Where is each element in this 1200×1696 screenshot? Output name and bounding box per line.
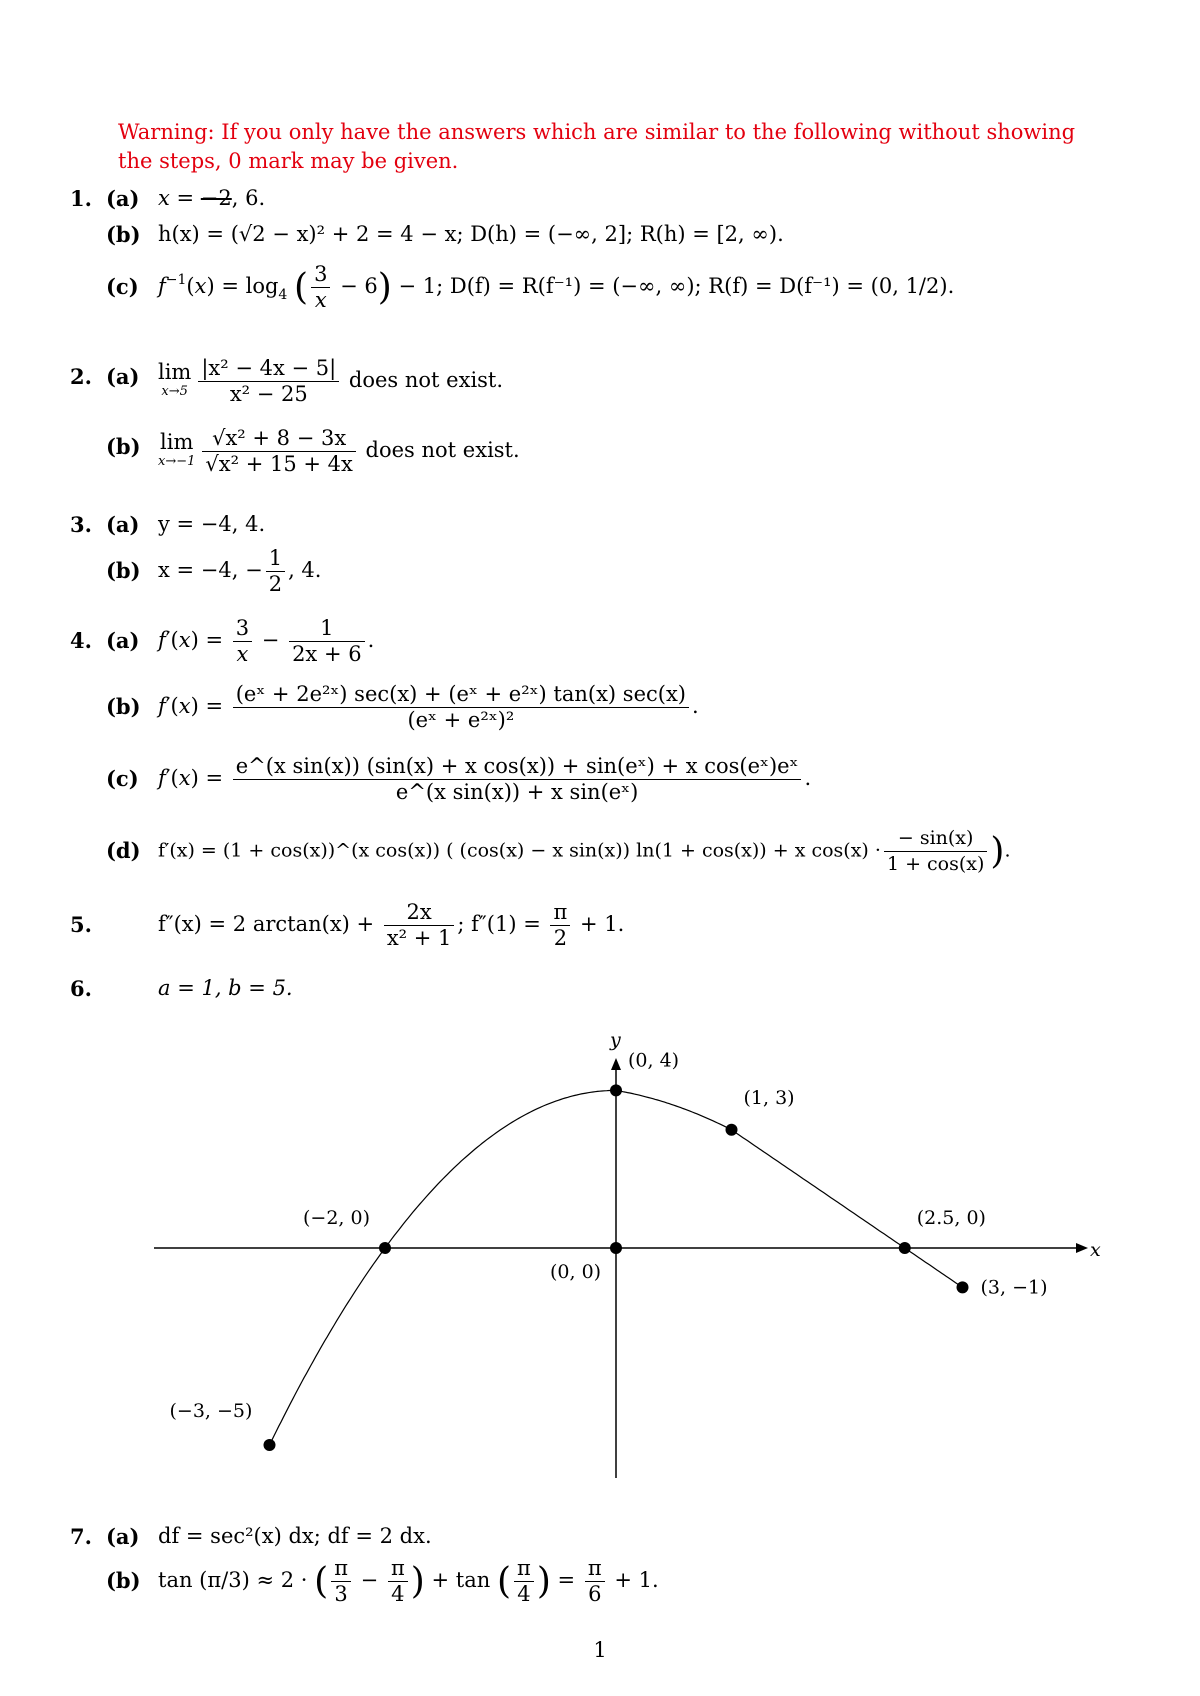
q4-number: 4.: [70, 628, 92, 653]
q4-d-answer: f′(x) = (1 + cos(x))^(x cos(x)) ( (cos(x) − x sin(x)) ln(1 + cos(x)) + x cos(x) · $\frac{- \sin(x)}{1 + \cos(x)}$ ).: [158, 827, 1011, 875]
q7-b-label: (b): [106, 1568, 141, 1593]
q5-number: 5.: [70, 912, 92, 937]
graph-point-5: [899, 1242, 911, 1254]
q5-d1: x² + 1: [384, 925, 455, 951]
graph-points: [170, 1049, 1048, 1451]
q4-a-n2: 1: [320, 616, 334, 640]
q1-c-label: (c): [106, 274, 139, 299]
graph-point-6: [957, 1281, 969, 1293]
y-axis-arrow-icon: [611, 1058, 621, 1070]
q2-a-den: x² − 25: [198, 381, 339, 407]
q2-a-lim-under: x→5: [161, 383, 188, 399]
q2-a-rest: does not exist.: [348, 368, 504, 392]
graph-point-label-0: (−3, −5): [169, 1400, 253, 1422]
q2-a-lim: lim: [158, 359, 192, 384]
q4-c-answer: f′(x) = $\frac{\text{e\textasciicircum{}(x sin(x)) (sin(x) + x cos(x)) + sin(eˣ) + x cos(eˣ)eˣ}}{\text{e\textasciicircum{}(x sin(x)) + x sin(eˣ)}}$ .: [158, 754, 812, 804]
y-axis-label: y: [610, 1029, 621, 1051]
q3-b-den: 2: [266, 571, 285, 597]
q4-a-answer: f′(x) = $\frac{3}{x}$ − $\frac{1}{2x + 6}$ .: [158, 616, 375, 666]
graph-point-label-5: (2.5, 0): [916, 1207, 986, 1229]
graph-point-label-2: (0, 0): [550, 1261, 602, 1283]
q7-b-n2: π: [390, 1556, 405, 1580]
q7-b-answer: tan (π/3) ≈ 2 · ( $\frac{\pi}{3}$ − $\frac{\pi}{4}$ ) + tan ( $\frac{\pi}{4}$ ) = $\frac{\pi}{6}$ + 1.: [158, 1556, 659, 1606]
q4-b-label: (b): [106, 694, 141, 719]
q5-mid: ; f″(1) =: [457, 912, 541, 936]
page-number: 1: [593, 1638, 607, 1662]
graph-point-label-6: (3, −1): [980, 1276, 1048, 1299]
q4-a-label: (a): [106, 628, 140, 653]
q7-a-label: (a): [106, 1524, 140, 1549]
q4-c-num: e^(x sin(x)) (sin(x) + x cos(x)) + sin(eˣ) + x cos(eˣ)eˣ: [235, 754, 799, 778]
q5-n1: 2x: [406, 900, 432, 924]
warning-note: Warning: If you only have the answers which are similar to the following without showing the steps, 0 mark may be given.: [118, 120, 1076, 173]
q2-b-rest: does not exist.: [365, 438, 520, 462]
q2-b-lim: lim: [160, 429, 194, 454]
q4-a-n1: 3: [235, 616, 250, 640]
x-axis-label: x: [1090, 1239, 1101, 1261]
q7-b-n4: π: [587, 1556, 602, 1580]
q2-a-label: (a): [106, 364, 140, 389]
q2-b-den: √x² + 15 + 4x: [202, 451, 355, 477]
q7-b-eq: =: [557, 1568, 576, 1592]
q2-b-label: (b): [106, 434, 141, 459]
q7-b-post: + 1.: [614, 1568, 659, 1592]
graph-point-1: [379, 1242, 391, 1254]
q1-c-answer: $f^{-1}(x) = \log_4$ ( $\frac{3}{x}$ − 6) − 1; D(f) = R(f⁻¹) = (−∞, ∞); R(f) = D(f⁻¹) = (0, 1/2).: [158, 262, 955, 312]
q3-b-post: , 4.: [288, 558, 322, 582]
q3-a-answer: y = −4, 4.: [158, 512, 266, 536]
q3-number: 3.: [70, 512, 92, 537]
q2-a-num: |x² − 4x − 5|: [201, 356, 337, 380]
q6-number: 6.: [70, 976, 92, 1001]
q7-b-d4: 6: [585, 1581, 605, 1607]
q5-n2: π: [553, 900, 568, 924]
q7-b-n3: π: [517, 1556, 531, 1580]
q3-b-pre: x = −4, −: [158, 558, 263, 582]
q4-d-num: − sin(x): [897, 827, 974, 849]
q7-a-answer: df = sec²(x) dx; df = 2 dx.: [158, 1524, 432, 1548]
q6-answer: a = 1, b = 5.: [158, 976, 293, 1000]
q2-number: 2.: [70, 364, 92, 389]
q4-b-answer: f′(x) = $\frac{\text{(eˣ + 2e²ˣ) sec(x) + (eˣ + e²ˣ) tan(x) sec(x)}}{\text{(eˣ + e²ˣ)²}}$ .: [158, 682, 699, 732]
q5-pre: f″(x) = 2 arctan(x) +: [158, 912, 375, 936]
q1-a-rest: , 6.: [231, 186, 266, 210]
q4-b-den: (eˣ + e²ˣ)²: [233, 707, 689, 733]
q4-a-d2: 2x + 6: [289, 641, 365, 667]
q4-d-label: (d): [106, 838, 141, 863]
graph-point-3: [610, 1084, 622, 1096]
q4-a-d1: x: [233, 641, 252, 667]
q1-a-answer: x = −2, 6.: [158, 186, 266, 210]
q1-number: 1.: [70, 186, 92, 211]
q5-d2: 2: [550, 925, 570, 951]
q3-b-label: (b): [106, 558, 141, 583]
q7-b-row: [0, 1556, 1200, 1616]
q1-b-answer: h(x) = (√2 − x)² + 2 = 4 − x; D(h) = (−∞, 2]; R(h) = [2, ∞).: [158, 222, 784, 246]
q7-b-d1: 3: [331, 1581, 351, 1607]
graph-point-label-1: (−2, 0): [303, 1207, 371, 1229]
q1-c-den: x: [311, 287, 330, 313]
q3-a-label: (a): [106, 512, 140, 537]
q1-b-label: (b): [106, 222, 141, 247]
q4-d-den: 1 + cos(x): [884, 851, 987, 877]
q1-c-num: 3: [314, 262, 328, 286]
q4-b-num: (eˣ + 2e²ˣ) sec(x) + (eˣ + e²ˣ) tan(x) sec(x): [235, 682, 686, 706]
graph-point-label-4: (1, 3): [743, 1086, 795, 1109]
q3-b-num: 1: [268, 546, 283, 570]
q1-a-label: (a): [106, 186, 140, 211]
q1-c-rest: − 1; D(f) = R(f⁻¹) = (−∞, ∞); R(f) = D(f⁻¹) = (0, 1/2).: [398, 274, 955, 298]
q4-c-den: e^(x sin(x)) + x sin(eˣ): [233, 779, 802, 805]
q4-d-pre: f′(x) = (1 + cos(x))^(x cos(x)) ( (cos(x) − x sin(x)) ln(1 + cos(x)) + x cos(x) ·: [158, 839, 881, 862]
q7-b-mid: + tan: [431, 1568, 491, 1592]
q2-b-num: √x² + 8 − 3x: [212, 426, 347, 450]
q7-b-pre: tan (π/3) ≈ 2 ·: [158, 1568, 308, 1592]
q7-b-d3: 4: [514, 1581, 534, 1607]
q2-b-lim-under: x→−1: [158, 453, 196, 469]
graph-point-0: [264, 1439, 276, 1451]
q7-number: 7.: [70, 1524, 92, 1549]
q1-a-struck: −2: [200, 186, 232, 210]
graph-axes: [154, 1029, 1101, 1478]
q7-b-n1: π: [334, 1556, 348, 1580]
x-axis-arrow-icon: [1076, 1243, 1088, 1253]
graph-point-4: [726, 1124, 738, 1136]
q5-post: + 1.: [579, 912, 625, 936]
q4-c-label: (c): [106, 766, 139, 791]
graph-point-label-3: (0, 4): [628, 1049, 680, 1072]
q7-b-d2: 4: [388, 1581, 408, 1607]
graph-point-2: [610, 1242, 622, 1254]
